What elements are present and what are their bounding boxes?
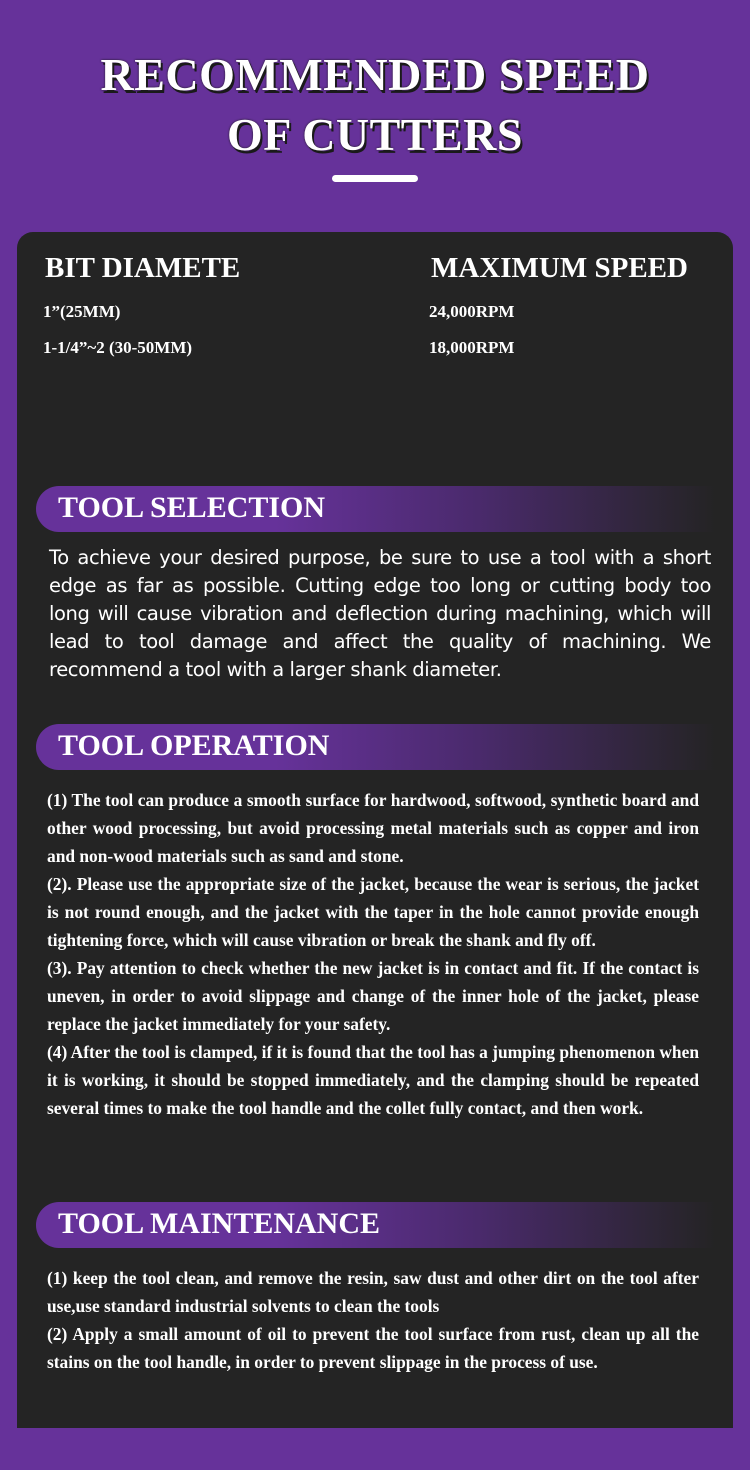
title-underline-divider (332, 175, 418, 182)
page-title-line-2: OF CUTTERS (227, 109, 523, 160)
tool-maintenance-item-2: (2) Apply a small amount of oil to prevent the tool surface from rust, clean up all the stains on the tool handle, in order to prevent slippage in the process of use. (47, 1324, 699, 1372)
tool-operation-item-2: (2). Please use the appropriate size of the jacket, because the wear is serious, the jacket is not round enough, and the jacket with the taper in the hole cannot provide enough tightening force, which will cause vibration or break the shank and fly off. (47, 874, 699, 950)
tool-selection-heading: TOOL SELECTION (58, 491, 326, 524)
tool-maintenance-item-1: (1) keep the tool clean, and remove the resin, saw dust and other dirt on the tool after use,use standard industrial solvents to clean the tools (47, 1268, 699, 1316)
tool-operation-heading-bar (36, 724, 716, 770)
tool-maintenance-heading: TOOL MAINTENANCE (58, 1207, 381, 1240)
tool-selection-heading-bar (36, 486, 716, 532)
tool-operation-item-4: (4) After the tool is clamped, if it is found that the tool has a jumping phenomenon when it is working, it should be stopped immediately, and the clamping should be repeated several times to make the tool handle and the collet fully contact, and then work. (47, 1042, 699, 1118)
speed-table-row-2-diameter: 1-1/4”~2 (30-50MM) (43, 338, 193, 357)
tool-operation-list (47, 786, 699, 1122)
tool-selection-text: To achieve your desired purpose, be sure to use a tool with a short edge as far as possible. Cutting edge too long or cutting body too long will cause vibration and deflection during machining, which will lead to tool damage and affect the quality of machining. We recommend a tool with a larger shank diameter. (49, 546, 711, 681)
tool-operation-heading: TOOL OPERATION (58, 729, 330, 762)
tool-maintenance-list (47, 1264, 699, 1376)
tool-operation-item-3: (3). Pay attention to check whether the new jacket is in contact and fit. If the contact is uneven, in order to avoid slippage and change of the inner hole of the jacket, please replace the jacket immediately for your safety. (47, 958, 699, 1034)
page-title-line-1: RECOMMENDED SPEED (100, 49, 650, 100)
speed-table-row-1-diameter: 1”(25MM) (43, 302, 121, 321)
tool-operation-item-1: (1) The tool can produce a smooth surface for hardwood, softwood, synthetic board and other wood processing, but avoid processing metal materials such as copper and iron and non-wood materials such as sand and stone. (47, 790, 699, 866)
tool-maintenance-heading-bar (36, 1202, 716, 1248)
speed-table-header-max-speed: MAXIMUM SPEED (431, 252, 688, 284)
speed-table-row-2-speed: 18,000RPM (429, 338, 515, 357)
speed-table-row-1-speed: 24,000RPM (429, 302, 515, 321)
speed-table-header-diameter: BIT DIAMETE (45, 252, 241, 284)
